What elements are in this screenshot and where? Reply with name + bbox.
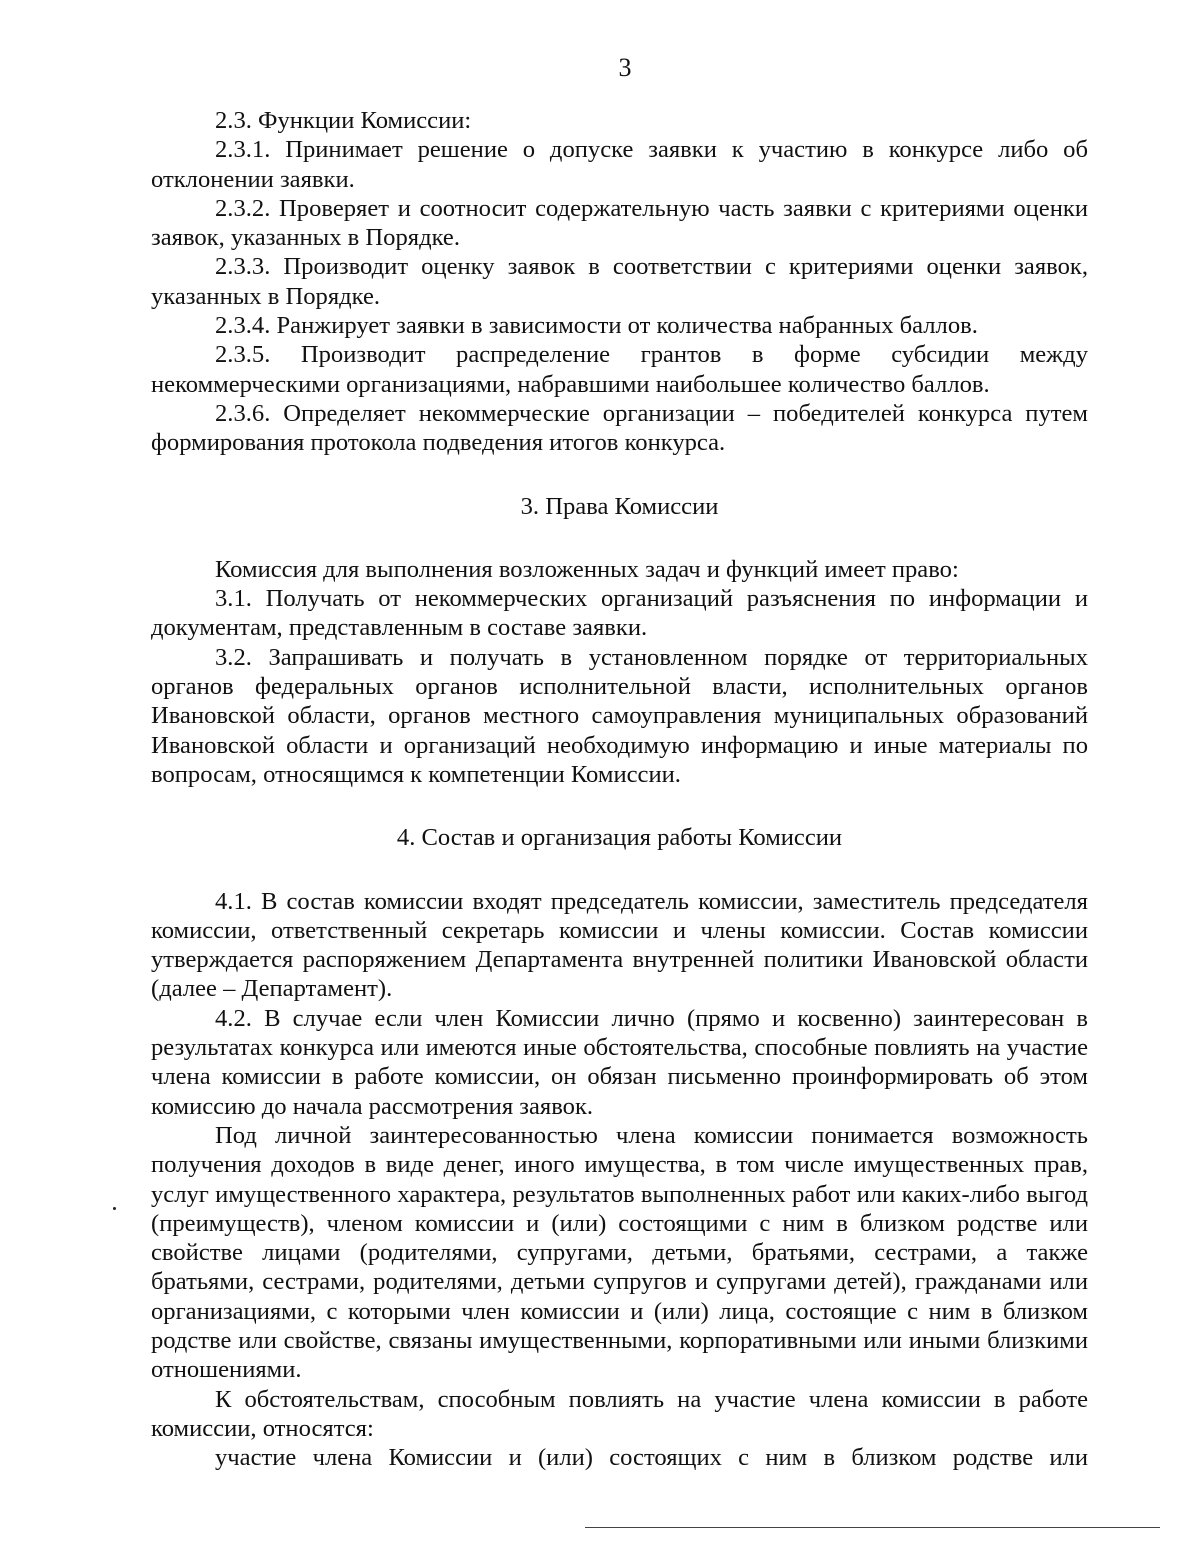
- page-number: 3: [618, 53, 632, 82]
- paragraph-2-3-6: 2.3.6. Определяет некоммерческие организации – победителей конкурса путем формирования протокола подведения итогов конкурса.: [151, 399, 1088, 457]
- paragraph-3-2: 3.2. Запрашивать и получать в установленном порядке от территориальных органов федеральных органов исполнительной власти, исполнительных органов Ивановской области, органов местного самоуправления муниципальных образований Ивановской области и организаций необходимую информацию и иные материалы по вопросам, относящимся к компетенции Комиссии.: [151, 643, 1088, 788]
- paragraph-2-3-2: 2.3.2. Проверяет и соотносит содержательную часть заявки с критериями оценки заявок, указанных в Порядке.: [151, 194, 1088, 252]
- paragraph-4-1: 4.1. В состав комиссии входят председатель комиссии, заместитель председателя комиссии, ответственный секретарь комиссии и члены комиссии. Состав комиссии утверждается распоряжением Департамента внутренней политики Ивановской области (далее – Департамент).: [151, 887, 1088, 1003]
- paragraph-2-3-3: 2.3.3. Производит оценку заявок в соответствии с критериями оценки заявок, указанных в Порядке.: [151, 253, 1088, 310]
- paragraph-2-3-5: 2.3.5. Производит распределение грантов в форме субсидии между некоммерческими организациями, набравшими наибольшее количество баллов.: [151, 341, 1088, 398]
- paragraph-personal-interest: Под личной заинтересованностью члена комиссии понимается возможность получения доходов в виде денег, иного имущества, в том числе имущественных прав, услуг имущественного характера, результатов выполненных работ или каких-либо выгод (преимуществ), членом комиссии и (или) состоящими с ним в близком родстве или свойстве лицами (родителями, супругами, детьми, братьями, сестрами, а также братьями, сестрами, родителями, детьми супругов и супругами детей), гражданами или организациями, с которыми член комиссии и (или) лица, состоящие с ним в близком родстве или свойстве, связаны имущественными, корпоративными или иными близкими отношениями.: [151, 1121, 1088, 1384]
- section-heading-4: 4. Состав и организация работы Комиссии: [396, 824, 843, 852]
- footer-rule: [585, 1527, 1160, 1528]
- scan-speck: [113, 1207, 116, 1210]
- paragraph-3-intro: Комиссия для выполнения возложенных задач и функций имеет право:: [215, 555, 959, 583]
- paragraph-2-3: 2.3. Функции Комиссии:: [215, 107, 472, 134]
- paragraph-2-3-1: 2.3.1. Принимает решение о допуске заявки к участию в конкурсе либо об отклонении заявки.: [151, 136, 1088, 193]
- paragraph-4-2: 4.2. В случае если член Комиссии лично (прямо и косвенно) заинтересован в результатах конкурса или имеются иные обстоятельства, способные повлиять на участие члена комиссии в работе комиссии, он обязан письменно проинформировать об этом комиссию до начала рассмотрения заявок.: [151, 1004, 1088, 1120]
- paragraph-3-1: 3.1. Получать от некоммерческих организаций разъяснения по информации и документам, представленным в составе заявки.: [151, 585, 1088, 642]
- paragraph-2-3-4: 2.3.4. Ранжирует заявки в зависимости от количества набранных баллов.: [215, 312, 978, 340]
- document-body: [151, 106, 1088, 1472]
- section-heading-3: 3. Права Комиссии: [520, 492, 719, 520]
- paragraph-participation: участие члена Комиссии и (или) состоящих с ним в близком родстве или: [215, 1444, 1088, 1472]
- paragraph-circumstances: К обстоятельствам, способным повлиять на участие члена комиссии в работе комиссии, относятся:: [151, 1385, 1088, 1442]
